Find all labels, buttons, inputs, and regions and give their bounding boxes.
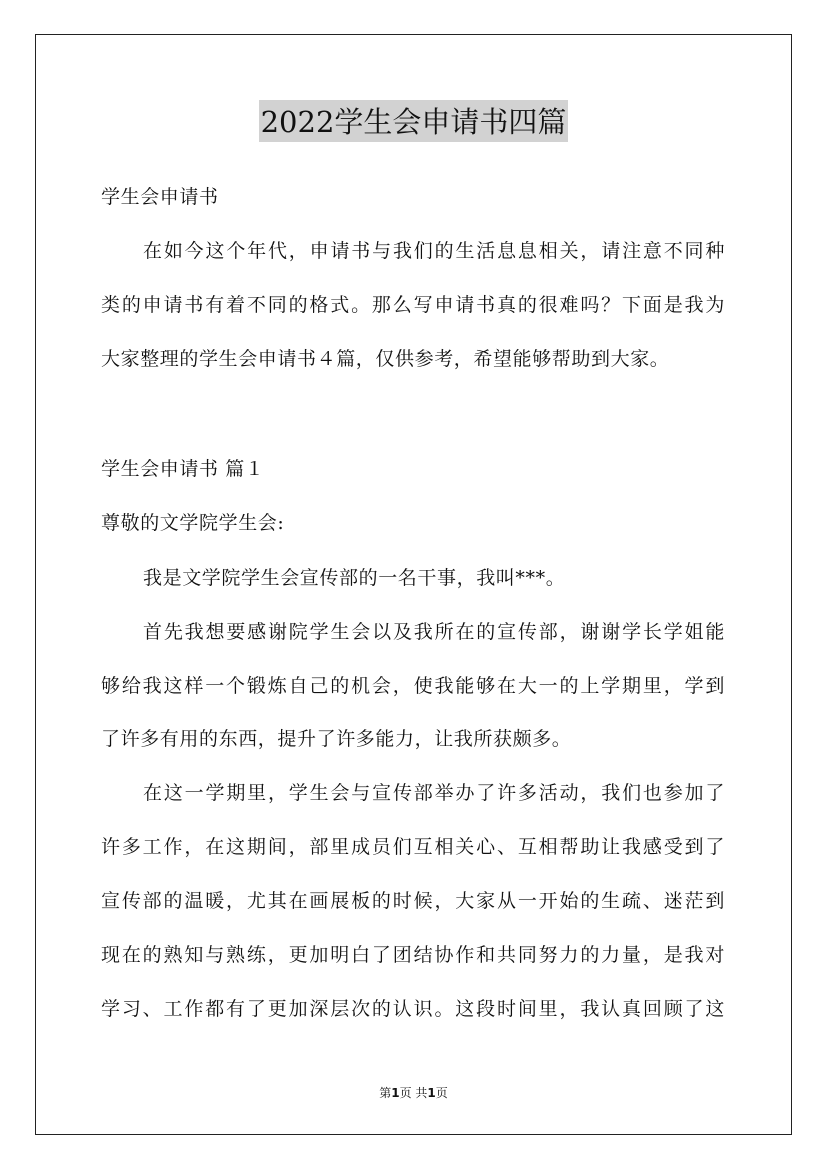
title-container — [0, 100, 827, 142]
paragraph-line: 许多工作，在这期间，部里成员们互相关心、互相帮助让我感受到了 — [101, 836, 725, 858]
footer-suffix: 页 — [435, 1086, 448, 1100]
paragraph-line: 首先我想要感谢院学生会以及我所在的宣传部，谢谢学长学姐能 — [143, 621, 725, 643]
document-title: 2022学生会申请书四篇 — [259, 100, 569, 142]
footer-mid: 页 共 — [399, 1086, 428, 1100]
page-footer — [0, 1084, 827, 1101]
paragraph-line: 了许多有用的东西，提升了许多能力，让我所获颇多。 — [101, 728, 572, 750]
paragraph-line: 现在的熟知与熟练，更加明白了团结协作和共同努力的力量，是我对 — [101, 944, 725, 966]
footer-prefix: 第 — [379, 1086, 392, 1100]
paragraph-line: 宣传部的温暖，尤其在画展板的时候，大家从一开始的生疏、迷茫到 — [101, 890, 725, 912]
paragraph-line: 我是文学院学生会宣传部的一名干事，我叫***。 — [143, 567, 566, 589]
salutation: 尊敬的文学院学生会: — [101, 512, 285, 534]
section-heading: 学生会申请书 — [101, 186, 219, 208]
paragraph-line: 在这一学期里，学生会与宣传部举办了许多活动，我们也参加了 — [143, 782, 725, 804]
section-heading: 学生会申请书 篇１ — [101, 458, 265, 480]
paragraph-line: 大家整理的学生会申请书４篇，仅供参考，希望能够帮助到大家。 — [101, 348, 670, 370]
footer-page-number: 1 — [391, 1086, 400, 1100]
paragraph-line: 类的申请书有着不同的格式。那么写申请书真的很难吗？下面是我为 — [101, 294, 725, 316]
footer-page-total: 1 — [427, 1086, 436, 1100]
paragraph-line: 学习、工作都有了更加深层次的认识。这段时间里，我认真回顾了这 — [101, 998, 725, 1020]
paragraph-line: 在如今这个年代，申请书与我们的生活息息相关，请注意不同种 — [143, 240, 725, 262]
paragraph-line: 够给我这样一个锻炼自己的机会，使我能够在大一的上学期里，学到 — [101, 675, 725, 697]
